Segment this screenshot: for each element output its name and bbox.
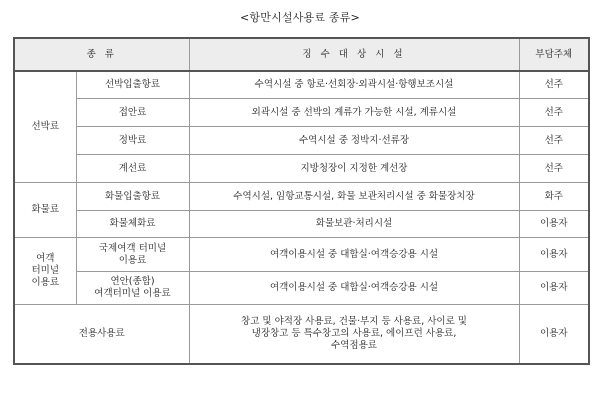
table-row bbox=[14, 238, 589, 272]
table-row bbox=[14, 71, 589, 99]
table-row bbox=[14, 127, 589, 155]
row-payer: 선주 bbox=[519, 127, 589, 155]
row-facility: 수역시설 중 항로·선회장·외곽시설·항행보조시설 bbox=[189, 71, 519, 99]
row-category: 연안(종합) 여객터미널 이용료 bbox=[76, 272, 189, 305]
row-category: 국제여객 터미널 이용료 bbox=[76, 238, 189, 272]
row-facility: 여객이용시설 중 대합실·여객승강용 시설 bbox=[189, 238, 519, 272]
row-category: 선박입출항료 bbox=[76, 71, 189, 99]
group-dedicated: 전용사용료 bbox=[14, 305, 189, 365]
row-facility: 외곽시설 중 선박의 계류가 가능한 시설, 계류시설 bbox=[189, 99, 519, 127]
row-facility: 화물보관·처리시설 bbox=[189, 211, 519, 238]
header-payer: 부담주체 bbox=[519, 38, 589, 71]
row-payer: 화주 bbox=[519, 183, 589, 211]
group-ship: 선박료 bbox=[14, 71, 76, 183]
table-row bbox=[14, 183, 589, 211]
row-category: 계선료 bbox=[76, 155, 189, 183]
port-fee-table bbox=[13, 37, 590, 365]
header-category: 종 류 bbox=[14, 38, 189, 71]
table-row bbox=[14, 155, 589, 183]
row-category: 화물체화료 bbox=[76, 211, 189, 238]
row-payer: 이용자 bbox=[519, 272, 589, 305]
document-title: <항만시설사용료 종류> bbox=[240, 11, 360, 24]
row-payer: 선주 bbox=[519, 71, 589, 99]
table-row bbox=[14, 272, 589, 305]
row-facility: 수역시설, 임항교통시설, 화물 보관처리시설 중 화물장치장 bbox=[189, 183, 519, 211]
row-category: 화물입출항료 bbox=[76, 183, 189, 211]
row-payer: 이용자 bbox=[519, 238, 589, 272]
group-cargo: 화물료 bbox=[14, 183, 76, 238]
row-payer: 이용자 bbox=[519, 211, 589, 238]
row-payer: 이용자 bbox=[519, 305, 589, 365]
row-facility: 창고 및 야적장 사용료, 건물·부지 등 사용료, 사이로 및 냉장창고 등 특수창고의 사용료, 에이프런 사용료, 수역점용료 bbox=[189, 305, 519, 365]
group-passenger: 여객 터미널 이용료 bbox=[14, 238, 76, 305]
table-row bbox=[14, 211, 589, 238]
row-category: 정박료 bbox=[76, 127, 189, 155]
row-category: 접안료 bbox=[76, 99, 189, 127]
row-facility: 수역시설 중 정박지·선류장 bbox=[189, 127, 519, 155]
header-facility: 징 수 대 상 시 설 bbox=[189, 38, 519, 71]
row-payer: 선주 bbox=[519, 155, 589, 183]
row-facility: 여객이용시설 중 대합실·여객승강용 시설 bbox=[189, 272, 519, 305]
table-row bbox=[14, 305, 589, 365]
table-header-row bbox=[14, 38, 589, 71]
row-facility: 지방청장이 지정한 계선장 bbox=[189, 155, 519, 183]
row-payer: 선주 bbox=[519, 99, 589, 127]
table-row bbox=[14, 99, 589, 127]
